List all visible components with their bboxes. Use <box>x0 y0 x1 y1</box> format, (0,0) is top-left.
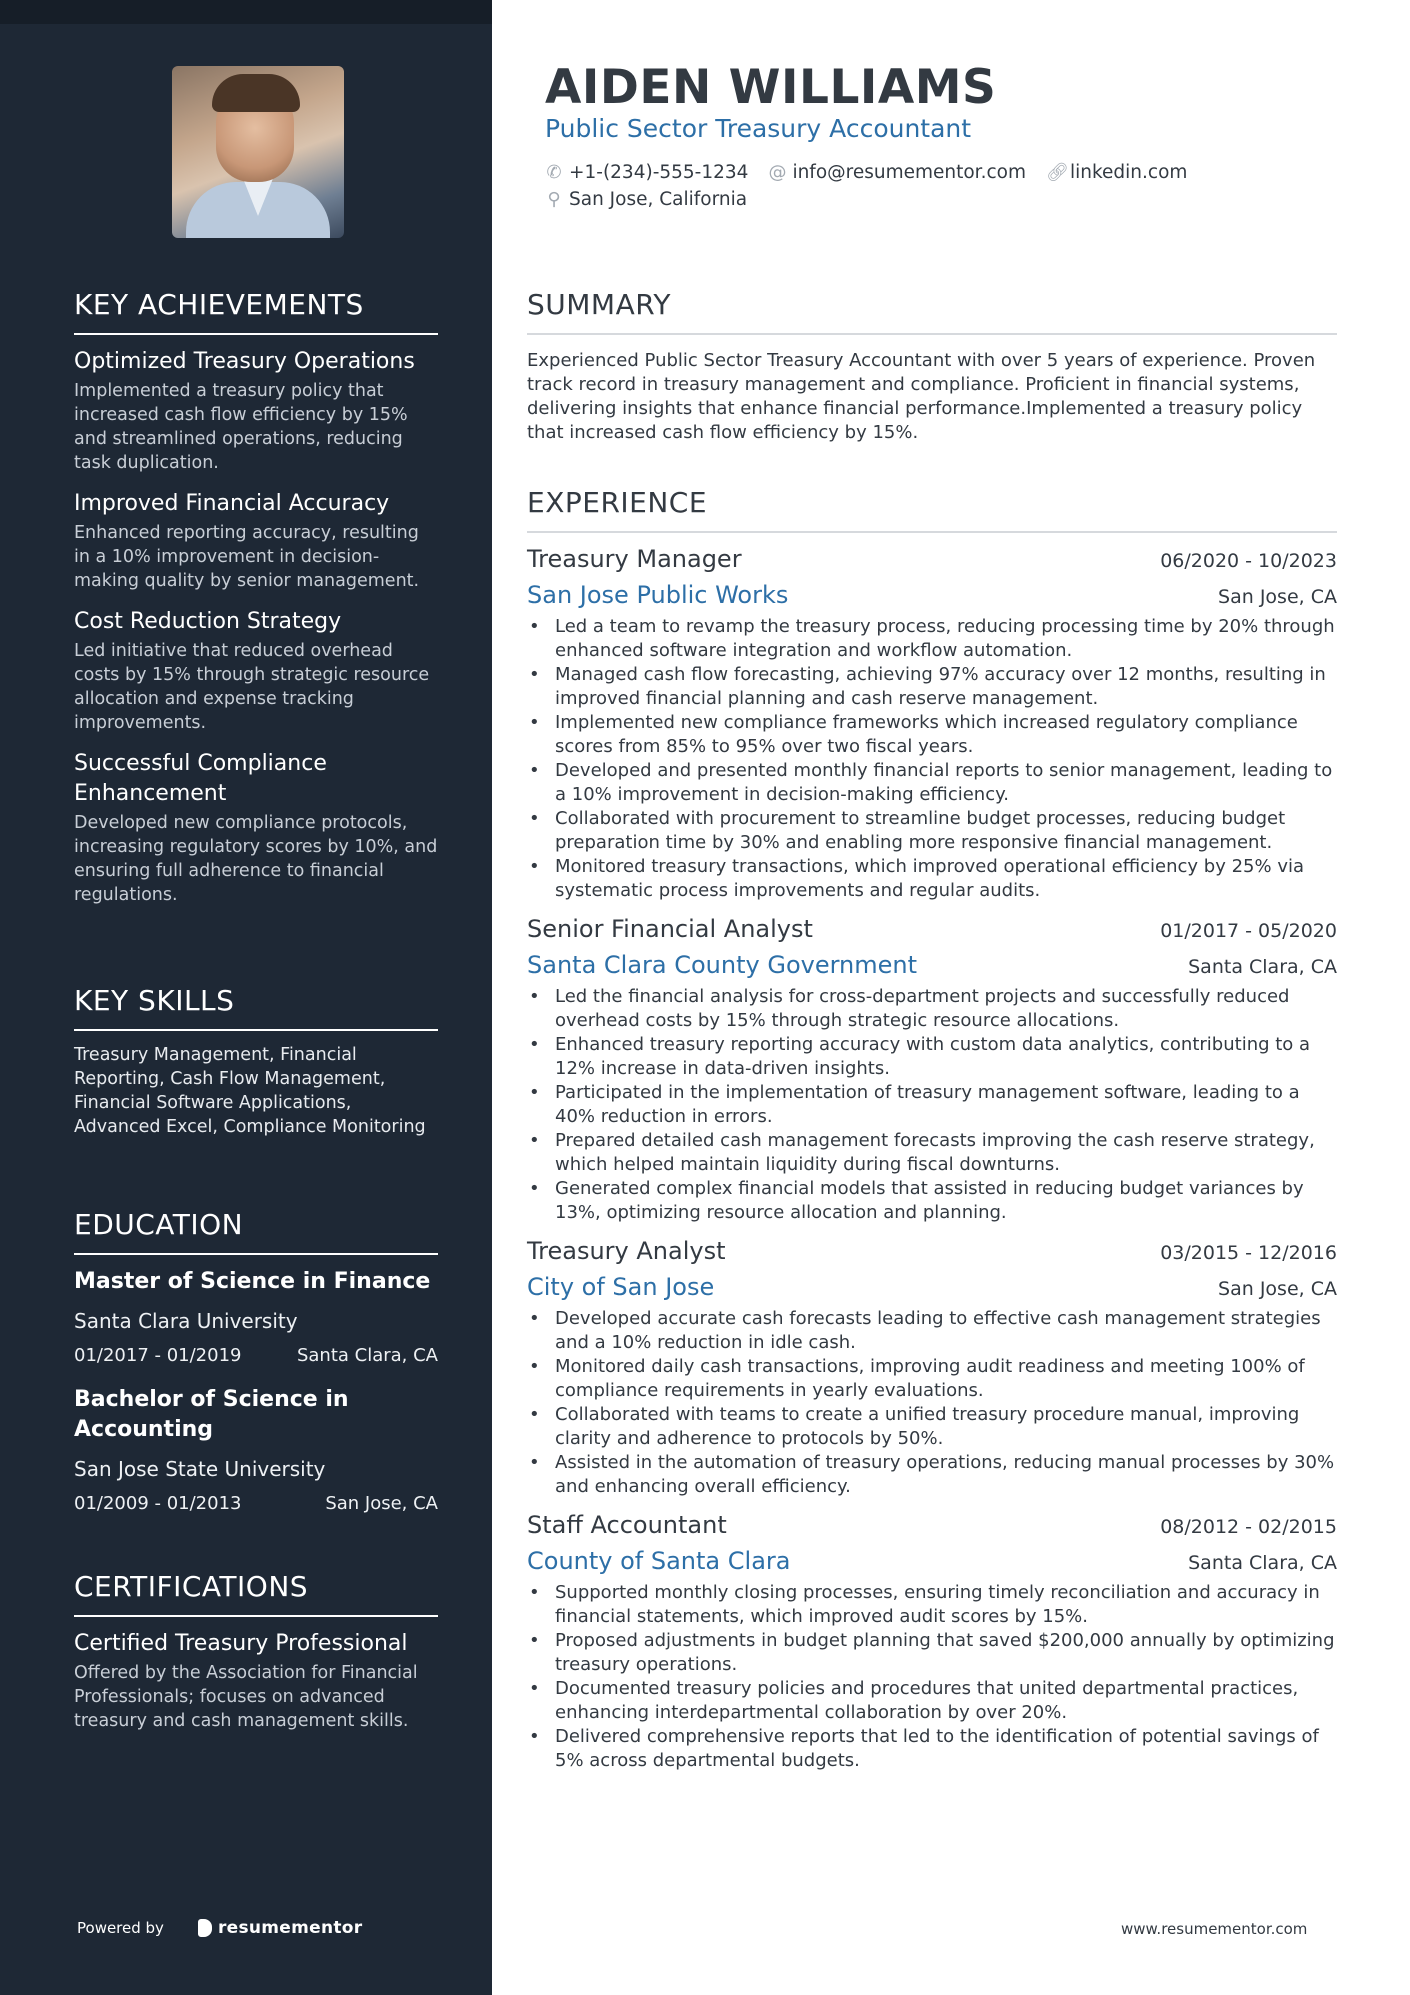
job-title: Staff Accountant <box>527 1511 727 1539</box>
job-dates: 03/2015 - 12/2016 <box>1160 1242 1337 1264</box>
bullet-item: • Developed accurate cash forecasts leading to effective cash management strategies and a 10% reduction in idle cash. <box>527 1307 1337 1355</box>
job-bullets <box>527 615 1337 903</box>
job-title: Treasury Manager <box>527 545 742 573</box>
achievement-item <box>74 607 438 735</box>
experience-section <box>527 486 1337 1773</box>
brand-logo[interactable] <box>198 1918 363 1938</box>
bullet-item: • Documented treasury policies and procedures that united departmental practices, enhancing interdepartmental collaboration by over 20%. <box>527 1677 1337 1725</box>
bullet-item: • Proposed adjustments in budget planning that saved $200,000 annually by optimizing treasury operations. <box>527 1629 1337 1677</box>
job-bullets <box>527 985 1337 1225</box>
powered-by-label: Powered by <box>77 1919 164 1937</box>
contact-phone[interactable]: ✆ +1-(234)-555-1234 <box>546 162 749 183</box>
job-location: San Jose, CA <box>1218 586 1337 608</box>
bullet-item: • Collaborated with teams to create a unified treasury procedure manual, improving clarity and adherence to protocols by 50%. <box>527 1403 1337 1451</box>
summary-section <box>527 288 1337 445</box>
degree: Bachelor of Science in Accounting <box>74 1387 349 1442</box>
candidate-role: Public Sector Treasury Accountant <box>545 114 972 143</box>
contact-email[interactable]: @ info@resumementor.com <box>768 162 1026 183</box>
job-location: San Jose, CA <box>1218 1278 1337 1300</box>
footer-url[interactable]: www.resumementor.com <box>1121 1920 1308 1938</box>
bullet-item: • Collaborated with procurement to streamline budget processes, reducing budget preparation time by 30% and enabling more responsive financial management. <box>527 807 1337 855</box>
location-pin-icon: ⚲ <box>547 189 561 210</box>
at-icon: @ <box>768 162 787 183</box>
sidebar <box>0 0 492 1995</box>
brand-mark-icon <box>198 1919 212 1937</box>
achievement-desc: Developed new compliance protocols, increasing regulatory scores by 10%, and ensuring full adherence to financial regulations. <box>74 813 438 905</box>
profile-photo <box>172 66 344 238</box>
job-entry <box>527 915 1337 1225</box>
section-heading: EDUCATION <box>74 1208 438 1255</box>
achievement-title: Cost Reduction Strategy <box>74 609 342 634</box>
bullet-item: • Delivered comprehensive reports that led to the identification of potential savings of 5% across departmental budgets. <box>527 1725 1337 1773</box>
bullet-item: • Enhanced treasury reporting accuracy with custom data analytics, contributing to a 12% increase in data-driven insights. <box>527 1033 1337 1081</box>
job-dates: 08/2012 - 02/2015 <box>1160 1516 1337 1538</box>
summary-text: Experienced Public Sector Treasury Accountant with over 5 years of experience. Proven track record in treasury management and compliance. Proficient in financial systems, delivering insights that enhance financial performance.Implemented a treasury policy that increased cash flow efficiency by 15%. <box>527 350 1316 443</box>
bullet-item: • Generated complex financial models that assisted in reducing budget variances by 13%, optimizing resource allocation and planning. <box>527 1177 1337 1225</box>
phone-icon: ✆ <box>546 162 562 183</box>
education-section <box>74 1208 438 1533</box>
certification-title: Certified Treasury Professional <box>74 1631 408 1656</box>
school: San Jose State University <box>74 1457 326 1481</box>
job-location: Santa Clara, CA <box>1188 956 1337 978</box>
jobs-list <box>527 545 1337 1773</box>
key-skills-section <box>74 984 438 1139</box>
contact-info <box>545 162 1325 210</box>
achievement-item <box>74 489 438 593</box>
achievement-title: Successful Compliance Enhancement <box>74 751 327 806</box>
brand-name: resumementor <box>217 1918 363 1938</box>
key-achievements-section <box>74 288 438 921</box>
job-title: Treasury Analyst <box>527 1237 726 1265</box>
job-dates: 06/2020 - 10/2023 <box>1160 550 1337 572</box>
job-title: Senior Financial Analyst <box>527 915 813 943</box>
bullet-item: • Supported monthly closing processes, ensuring timely reconciliation and accuracy in financial statements, which improved audit scores by 15%. <box>527 1581 1337 1629</box>
degree: Master of Science in Finance <box>74 1269 431 1294</box>
bullet-item: • Led the financial analysis for cross-department projects and successfully reduced overhead costs by 15% through strategic resource allocations. <box>527 985 1337 1033</box>
candidate-name: AIDEN WILLIAMS <box>545 60 997 115</box>
skills-list: Treasury Management, Financial Reporting, Cash Flow Management, Financial Software Applications, Advanced Excel, Compliance Monitoring <box>74 1045 426 1137</box>
job-entry <box>527 545 1337 903</box>
certifications-section <box>74 1570 438 1747</box>
achievement-item <box>74 347 438 475</box>
contact-location: ⚲ San Jose, California <box>545 189 1305 210</box>
edu-location: Santa Clara, CA <box>296 1345 438 1366</box>
achievement-item <box>74 749 438 907</box>
section-heading: SUMMARY <box>527 288 1337 335</box>
certification-desc: Offered by the Association for Financial Professionals; focuses on advanced treasury and cash management skills. <box>74 1663 418 1731</box>
edu-dates: 01/2009 - 01/2013 <box>74 1493 242 1514</box>
job-entry <box>527 1237 1337 1499</box>
contact-linkedin[interactable]: 🔗︎ linkedin.com <box>1045 162 1188 183</box>
education-item <box>74 1385 438 1517</box>
section-heading: EXPERIENCE <box>527 486 1337 533</box>
achievement-title: Improved Financial Accuracy <box>74 491 390 516</box>
sidebar-top-bar <box>0 0 492 24</box>
education-item <box>74 1267 438 1369</box>
job-dates: 01/2017 - 05/2020 <box>1160 920 1337 942</box>
bullet-item: • Led a team to revamp the treasury process, reducing processing time by 20% through enhanced software integration and workflow automation. <box>527 615 1337 663</box>
job-company: County of Santa Clara <box>527 1547 791 1575</box>
section-heading: KEY SKILLS <box>74 984 438 1031</box>
bullet-item: • Monitored treasury transactions, which improved operational efficiency by 25% via systematic process improvements and regular audits. <box>527 855 1337 903</box>
job-entry <box>527 1511 1337 1773</box>
certification-item <box>74 1629 438 1733</box>
bullet-item: • Participated in the implementation of treasury management software, leading to a 40% reduction in errors. <box>527 1081 1337 1129</box>
edu-location: San Jose, CA <box>325 1493 438 1514</box>
job-bullets <box>527 1581 1337 1773</box>
section-heading: KEY ACHIEVEMENTS <box>74 288 438 335</box>
job-company: San Jose Public Works <box>527 581 789 609</box>
section-heading: CERTIFICATIONS <box>74 1570 438 1617</box>
achievement-desc: Led initiative that reduced overhead costs by 15% through strategic resource allocation and expense tracking improvements. <box>74 641 430 733</box>
achievement-desc: Implemented a treasury policy that increased cash flow efficiency by 15% and streamlined operations, reducing task duplication. <box>74 381 408 473</box>
bullet-item: • Prepared detailed cash management forecasts improving the cash reserve strategy, which helped maintain liquidity during fiscal downturns. <box>527 1129 1337 1177</box>
achievement-title: Optimized Treasury Operations <box>74 349 415 374</box>
bullet-item: • Developed and presented monthly financial reports to senior management, leading to a 10% improvement in decision-making efficiency. <box>527 759 1337 807</box>
bullet-item: • Managed cash flow forecasting, achieving 97% accuracy over 12 months, resulting in improved financial planning and cash reserve management. <box>527 663 1337 711</box>
bullet-item: • Assisted in the automation of treasury operations, reducing manual processes by 30% and enhancing overall efficiency. <box>527 1451 1337 1499</box>
job-bullets <box>527 1307 1337 1499</box>
edu-dates: 01/2017 - 01/2019 <box>74 1345 242 1366</box>
job-company: City of San Jose <box>527 1273 715 1301</box>
link-icon: 🔗︎ <box>1045 162 1069 183</box>
achievement-desc: Enhanced reporting accuracy, resulting in a 10% improvement in decision-making quality by senior management. <box>74 523 420 591</box>
bullet-item: • Implemented new compliance frameworks which increased regulatory compliance scores from 85% to 95% over two fiscal years. <box>527 711 1337 759</box>
job-company: Santa Clara County Government <box>527 951 918 979</box>
powered-by <box>77 1918 362 1938</box>
bullet-item: • Monitored daily cash transactions, improving audit readiness and meeting 100% of compliance requirements in yearly evaluations. <box>527 1355 1337 1403</box>
school: Santa Clara University <box>74 1309 298 1333</box>
job-location: Santa Clara, CA <box>1188 1552 1337 1574</box>
